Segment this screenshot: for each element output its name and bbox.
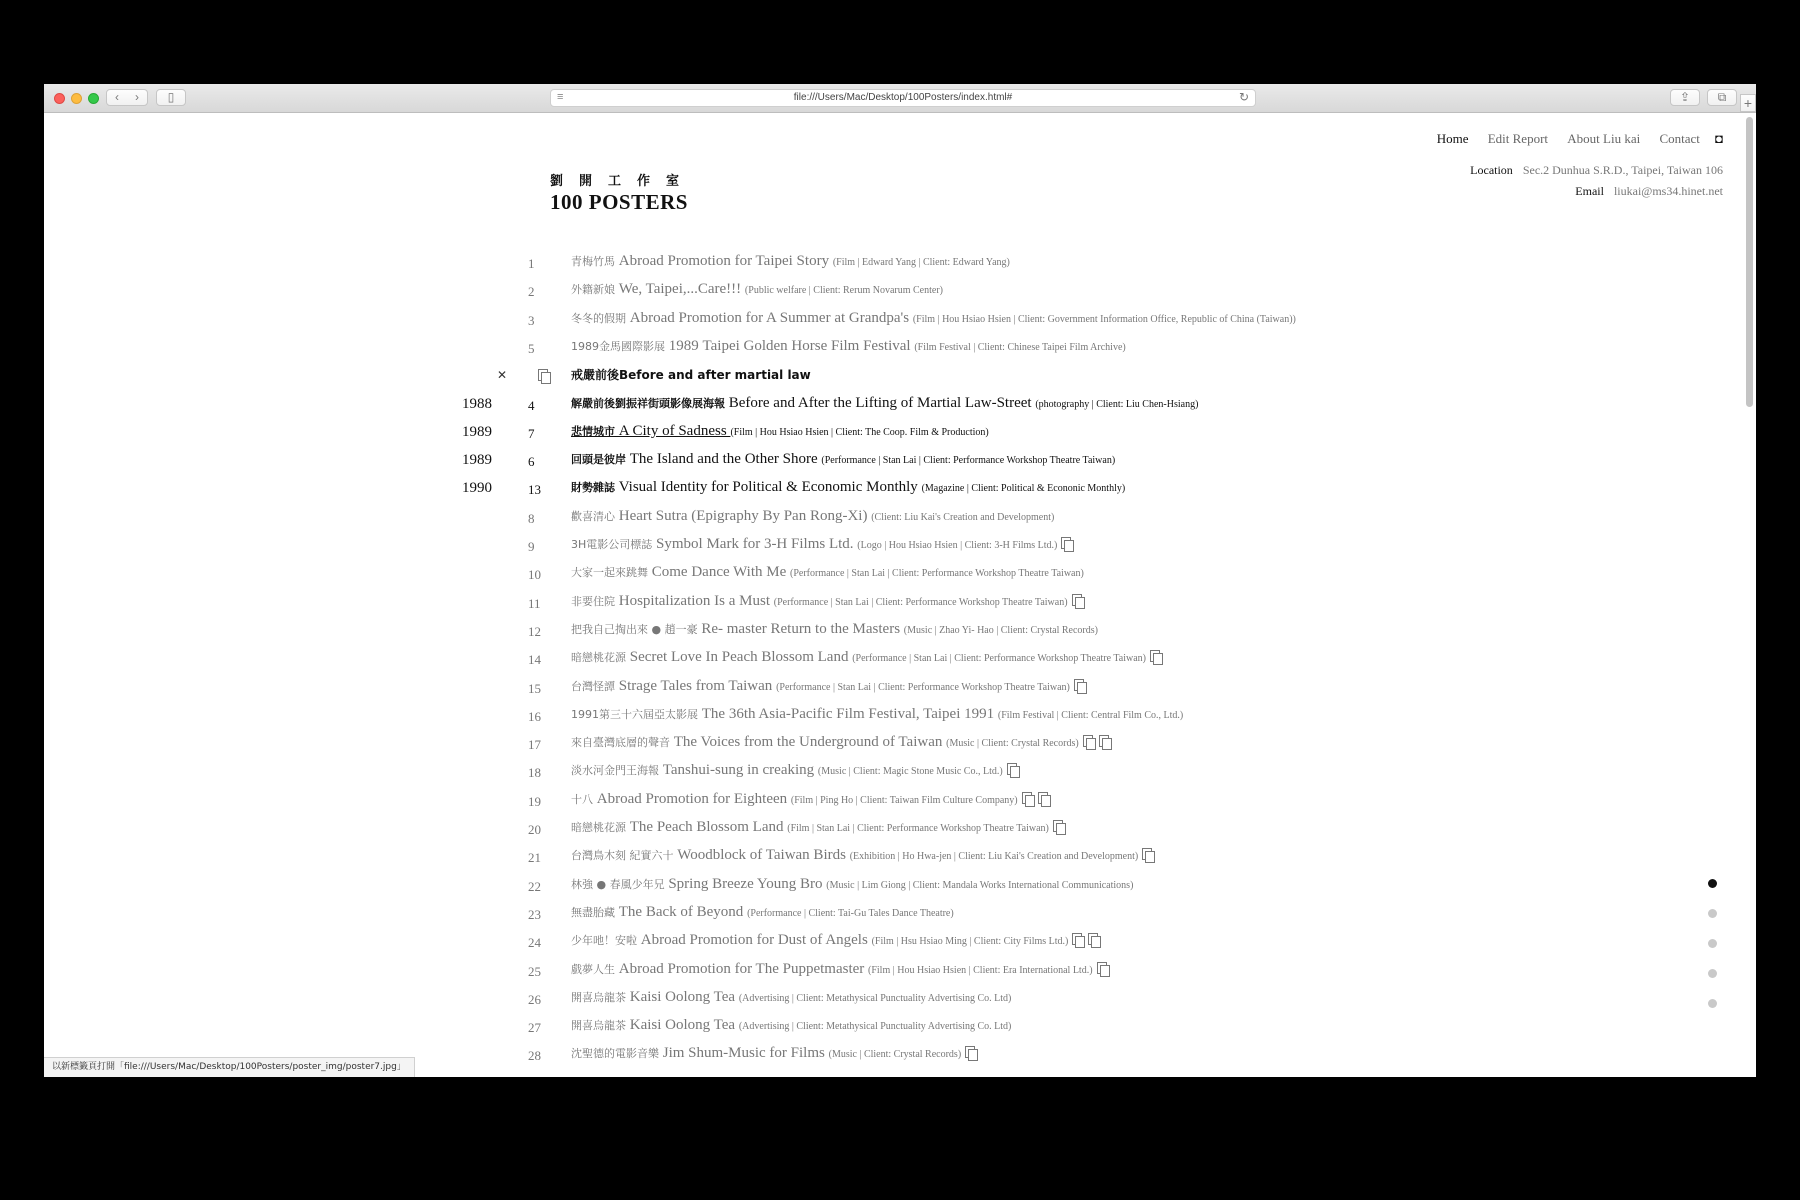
tabs-icon: ⧉: [1717, 90, 1727, 104]
nav-contact[interactable]: Contact: [1659, 131, 1700, 146]
poster-entry[interactable]: [571, 253, 1010, 270]
poster-title-english[interactable]: Strage Tales from Taiwan: [615, 677, 777, 694]
poster-number: 23: [528, 906, 541, 922]
poster-number: 19: [528, 793, 541, 809]
poster-number: 1: [528, 256, 535, 271]
poster-entry[interactable]: [571, 904, 954, 921]
poster-title-chinese[interactable]: 暗戀桃花源: [571, 821, 626, 834]
poster-entry[interactable]: [571, 1017, 1011, 1034]
poster-title-chinese[interactable]: 林強 ● 春風少年兄: [571, 877, 665, 891]
poster-title-chinese[interactable]: 開喜烏龍茶: [571, 990, 626, 1004]
close-icon[interactable]: ✕: [497, 368, 508, 383]
poster-title-english[interactable]: Hospitalization Is a Must: [615, 592, 774, 609]
poster-title-chinese[interactable]: 1989金馬國際影展: [571, 339, 665, 353]
poster-title-english[interactable]: A City of Sadness: [615, 422, 731, 439]
top-navigation: [1421, 131, 1723, 147]
poster-entry[interactable]: [571, 536, 1073, 553]
poster-title-english[interactable]: Abroad Promotion for A Summer at Grandpa's: [626, 309, 913, 326]
poster-year: 1990: [462, 480, 492, 497]
poster-title-chinese[interactable]: 大家一起來跳舞: [571, 566, 648, 580]
poster-meta: (Film | Hou Hsiao Hsien | Client: Era International Ltd.): [868, 964, 1093, 976]
poster-entry[interactable]: [571, 649, 1162, 666]
location-value: Sec.2 Dunhua S.R.D., Taipei, Taiwan 106: [1522, 163, 1723, 177]
poster-title-english[interactable]: Kaisi Oolong Tea: [626, 988, 739, 1005]
browser-toolbar: [44, 84, 1756, 113]
poster-meta: (photography | Client: Liu Chen-Hsiang): [1035, 398, 1199, 410]
poster-meta: (Public welfare | Client: Rerum Novarum Center): [744, 285, 943, 297]
poster-number: 11: [528, 595, 541, 611]
poster-title-english[interactable]: Kaisi Oolong Tea: [626, 1017, 739, 1034]
poster-title-english[interactable]: Woodblock of Taiwan Birds: [673, 847, 850, 864]
poster-entry[interactable]: [571, 678, 1086, 695]
poster-title-chinese[interactable]: 戲夢人生: [571, 962, 615, 976]
poster-title-chinese[interactable]: 3H電影公司標誌: [571, 538, 653, 551]
poster-title-chinese[interactable]: 財勢雜誌: [571, 481, 615, 495]
poster-meta: (Magazine | Client: Political & Econonic Monthly): [921, 483, 1126, 495]
copy-icon[interactable]: [1022, 792, 1034, 805]
poster-title-english[interactable]: Heart Sutra (Epigraphy By Pan Rong-Xi): [615, 507, 872, 524]
poster-title-english[interactable]: We, Taipei,...Care!!!: [615, 281, 745, 298]
back-forward-group: [106, 89, 148, 106]
status-bar: 以新標籤頁打開「file:///Users/Mac/Desktop/100Posters/poster_img/poster7.jpg」: [44, 1057, 415, 1077]
poster-meta: (Film | Hou Hsiao Hsien | Client: Government Information Office, Republic of China (Taiwan)): [912, 313, 1296, 325]
poster-entry[interactable]: [571, 564, 1084, 581]
poster-title-english[interactable]: Spring Breeze Young Bro: [664, 875, 827, 892]
reload-icon[interactable]: ↻: [1238, 90, 1249, 104]
poster-entry[interactable]: [571, 338, 1126, 355]
sidebar-icon: ▯: [167, 90, 175, 104]
show-tabs-button[interactable]: [1707, 89, 1737, 106]
poster-meta: (Music | Client: Magic Stone Music Co., Ltd.): [817, 766, 1003, 778]
poster-year: 1989: [462, 423, 492, 440]
poster-number: 27: [528, 1020, 541, 1036]
poster-meta: (Music | Lim Giong | Client: Mandala Works International Communications): [826, 879, 1134, 891]
share-button[interactable]: [1670, 89, 1700, 106]
poster-year: 1988: [462, 395, 492, 412]
copy-icon[interactable]: [1072, 933, 1084, 946]
poster-title-chinese[interactable]: 淡水河金門王海報: [571, 764, 659, 778]
poster-title-chinese[interactable]: 悲情城市: [571, 424, 615, 438]
poster-title-english[interactable]: Abroad Promotion for Dust of Angels: [637, 932, 872, 949]
poster-number: 16: [528, 708, 541, 724]
poster-meta: (Film | Hou Hsiao Hsien | Client: The Coop. Film & Production): [730, 426, 989, 438]
poster-meta: (Performance | Client: Tai-Gu Tales Dance Theatre): [747, 907, 954, 919]
copy-icon[interactable]: [538, 369, 550, 382]
poster-number: 4: [528, 397, 535, 413]
poster-number: 12: [528, 623, 541, 639]
poster-title-english[interactable]: The Back of Beyond: [615, 903, 748, 920]
poster-title-chinese[interactable]: 沈聖德的電影音樂: [571, 1047, 659, 1061]
location-label: Location: [1470, 163, 1513, 177]
poster-number: 26: [528, 991, 541, 1007]
nav-home[interactable]: Home: [1436, 131, 1469, 146]
sidebar-toggle-button[interactable]: [156, 89, 186, 106]
page-content: [44, 113, 1756, 1077]
poster-title-english[interactable]: The Voices from the Underground of Taiwan: [670, 734, 947, 751]
minimize-window-button[interactable]: [71, 93, 82, 104]
copy-icon[interactable]: [1150, 650, 1162, 663]
poster-title-english[interactable]: Abroad Promotion for The Puppetmaster: [615, 960, 869, 977]
share-icon: ⇪: [1679, 90, 1691, 104]
poster-entry[interactable]: [571, 593, 1084, 610]
logo-english: 100 POSTERS: [550, 190, 688, 214]
poster-entry[interactable]: [571, 819, 1065, 836]
poster-meta: (Exhibition | Ho Hwa-jen | Client: Liu Kai's Creation and Development): [849, 851, 1139, 863]
poster-meta: (Film | Edward Yang | Client: Edward Yang): [832, 257, 1010, 268]
poster-title-chinese[interactable]: 把我自己掏出來 ● 趙一豪: [571, 622, 698, 636]
pager-dot[interactable]: [1708, 999, 1717, 1008]
poster-entry[interactable]: [571, 876, 1133, 893]
pager-dot[interactable]: [1708, 879, 1717, 888]
poster-title-english[interactable]: Come Dance With Me: [648, 564, 791, 581]
browser-window: [44, 84, 1756, 1077]
new-tab-button[interactable]: [1740, 94, 1756, 112]
poster-entry[interactable]: [571, 762, 1019, 779]
poster-meta: (Film | Ping Ho | Client: Taiwan Film Culture Company): [790, 794, 1018, 806]
poster-title-chinese[interactable]: 回頭是彼岸: [571, 453, 626, 467]
email-value[interactable]: liukai@ms34.hinet.net: [1613, 184, 1723, 198]
poster-entry[interactable]: [571, 479, 1125, 496]
copy-icon[interactable]: [1061, 537, 1073, 550]
poster-title-english[interactable]: Symbol Mark for 3-H Films Ltd.: [652, 536, 858, 552]
poster-entry[interactable]: [571, 395, 1198, 412]
poster-title-chinese[interactable]: 少年吔！安啦: [571, 934, 637, 948]
poster-title-chinese[interactable]: 台灣怪譚: [571, 679, 615, 693]
poster-meta: (Advertising | Client: Metathysical Punctuality Advertising Co. Ltd): [738, 992, 1012, 1004]
copy-icon[interactable]: [1072, 594, 1084, 607]
pager-dot[interactable]: [1708, 969, 1717, 978]
poster-year: 1989: [462, 452, 492, 469]
poster-title-english[interactable]: Jim Shum-Music for Films: [659, 1045, 829, 1062]
copy-icon[interactable]: [1099, 735, 1111, 748]
poster-title-english[interactable]: Abroad Promotion for Eighteen: [593, 790, 791, 807]
poster-meta: (Music | Client: Crystal Records): [828, 1049, 962, 1061]
poster-title-chinese[interactable]: 開喜烏龍茶: [571, 1019, 626, 1033]
copy-icon[interactable]: [1038, 792, 1050, 805]
site-logo[interactable]: [550, 170, 695, 215]
poster-number: 9: [528, 539, 535, 554]
address-text: file:///Users/Mac/Desktop/100Posters/index.html#: [793, 92, 1013, 103]
poster-title-english[interactable]: Secret Love In Peach Blossom Land: [626, 649, 853, 666]
poster-entry[interactable]: [571, 734, 1111, 751]
poster-title-chinese[interactable]: 無盡胎藏: [571, 905, 615, 919]
poster-title-chinese[interactable]: 十八: [571, 792, 593, 806]
poster-title-english[interactable]: The Peach Blossom Land: [626, 819, 788, 835]
poster-number: 5: [528, 340, 535, 356]
nav-edit-report[interactable]: Edit Report: [1487, 131, 1549, 146]
copy-icon[interactable]: [1088, 933, 1100, 946]
poster-number: 20: [528, 822, 541, 837]
poster-title-chinese[interactable]: 冬冬的假期: [571, 311, 626, 325]
poster-number: 10: [528, 567, 541, 583]
poster-title-english[interactable]: The Island and the Other Shore: [626, 451, 822, 468]
poster-meta: (Advertising | Client: Metathysical Punctuality Advertising Co. Ltd): [738, 1021, 1012, 1033]
poster-title-english[interactable]: Before and After the Lifting of Martial Law-Street: [725, 394, 1036, 411]
poster-entry[interactable]: [571, 423, 989, 440]
copy-icon[interactable]: [1083, 735, 1095, 748]
settings-icon[interactable]: ◘: [1715, 131, 1723, 146]
poster-entry[interactable]: [571, 791, 1050, 808]
poster-entry[interactable]: [571, 961, 1109, 978]
poster-number: 2: [528, 284, 535, 300]
poster-entry[interactable]: [571, 989, 1011, 1006]
poster-meta: (Music | Zhao Yi- Hao | Client: Crystal Records): [903, 624, 1098, 636]
poster-entry[interactable]: [571, 451, 1115, 468]
poster-title-chinese[interactable]: 1991第三十六屆亞太影展: [571, 707, 698, 721]
zoom-window-button[interactable]: [88, 93, 99, 104]
poster-number: 13: [528, 482, 541, 498]
poster-title-english[interactable]: Tanshui-sung in creaking: [659, 762, 818, 779]
poster-meta: (Client: Liu Kai's Creation and Development): [871, 511, 1055, 523]
poster-meta: (Film | Hsu Hsiao Ming | Client: City Films Ltd.): [871, 936, 1069, 948]
poster-meta: (Performance | Stan Lai | Client: Performance Workshop Theatre Taiwan): [776, 681, 1070, 693]
poster-number: 8: [528, 510, 535, 526]
poster-title-english[interactable]: The 36th Asia-Pacific Film Festival, Taipei 1991: [698, 705, 998, 722]
copy-icon[interactable]: [1142, 848, 1154, 861]
poster-title-chinese[interactable]: 外籍新娘: [571, 283, 615, 297]
poster-title-chinese[interactable]: 非要住院: [571, 594, 615, 608]
poster-entry[interactable]: [571, 932, 1100, 949]
poster-title-chinese[interactable]: 台灣鳥木刻 紀實六十: [571, 849, 674, 863]
poster-number: 3: [528, 312, 535, 328]
poster-entry[interactable]: [571, 621, 1098, 638]
back-icon[interactable]: ‹: [115, 90, 119, 104]
poster-entry[interactable]: [571, 706, 1183, 723]
poster-meta: (Film Festival | Client: Central Film Co., Ltd.): [997, 709, 1184, 721]
poster-entry[interactable]: [571, 310, 1296, 327]
pager-dot[interactable]: [1708, 909, 1717, 918]
poster-title-chinese[interactable]: 暗戀桃花源: [571, 651, 626, 665]
featured-title: 戒嚴前後Before and after martial law: [571, 368, 811, 383]
pager-dot[interactable]: [1708, 939, 1717, 948]
poster-number: 21: [528, 850, 541, 866]
scrollbar[interactable]: [1746, 117, 1753, 407]
poster-title-english[interactable]: 1989 Taipei Golden Horse Film Festival: [665, 337, 915, 354]
email-label: Email: [1575, 184, 1604, 198]
plus-icon: +: [1743, 95, 1753, 111]
address-bar[interactable]: [550, 89, 1256, 107]
copy-icon[interactable]: [965, 1046, 977, 1059]
poster-title-english[interactable]: Abroad Promotion for Taipei Story: [615, 253, 833, 269]
poster-entry[interactable]: [571, 508, 1054, 525]
poster-number: 14: [528, 652, 541, 668]
poster-title-chinese[interactable]: 解嚴前後劉振祥街頭影像展海報: [571, 396, 725, 410]
poster-number: 22: [528, 878, 541, 894]
poster-number: 15: [528, 680, 541, 696]
copy-icon[interactable]: [1097, 962, 1109, 975]
poster-number: 28: [528, 1048, 541, 1064]
featured-row: [44, 364, 811, 388]
copy-icon[interactable]: [1007, 763, 1019, 776]
poster-meta: (Music | Client: Crystal Records): [946, 738, 1079, 750]
poster-number: 24: [528, 935, 541, 951]
poster-meta: (Performance | Stan Lai | Client: Performance Workshop Theatre Taiwan): [773, 596, 1068, 608]
poster-number: 6: [528, 454, 535, 470]
poster-title-chinese[interactable]: 青梅竹馬: [571, 255, 615, 268]
poster-title-chinese[interactable]: 來自臺灣底層的聲音: [571, 736, 670, 750]
reader-icon[interactable]: ≡: [557, 91, 564, 103]
poster-entry[interactable]: [571, 281, 943, 298]
nav-about[interactable]: About Liu kai: [1567, 131, 1641, 146]
poster-entry[interactable]: [571, 847, 1154, 864]
poster-meta: (Film | Stan Lai | Client: Performance Workshop Theatre Taiwan): [787, 823, 1049, 834]
poster-meta: (Film Festival | Client: Chinese Taipei Film Archive): [914, 341, 1126, 353]
poster-number: 17: [528, 737, 541, 753]
poster-meta: (Performance | Stan Lai | Client: Performance Workshop Theatre Taiwan): [821, 455, 1116, 467]
poster-number: 7: [528, 425, 535, 441]
copy-icon[interactable]: [1053, 820, 1065, 833]
poster-meta: (Performance | Stan Lai | Client: Performance Workshop Theatre Taiwan): [790, 568, 1084, 580]
poster-meta: (Logo | Hou Hsiao Hsien | Client: 3-H Films Ltd.): [857, 540, 1058, 551]
poster-title-chinese[interactable]: 歡喜清心: [571, 509, 615, 523]
logo-chinese: 劉開工作室: [550, 174, 696, 189]
forward-icon[interactable]: ›: [135, 90, 139, 104]
poster-entry[interactable]: [571, 1045, 977, 1062]
poster-meta: (Performance | Stan Lai | Client: Performance Workshop Theatre Taiwan): [852, 653, 1146, 665]
poster-title-english[interactable]: Re- master Return to the Masters: [697, 620, 904, 637]
poster-number: 25: [528, 963, 541, 979]
poster-number: 18: [528, 765, 541, 781]
contact-info: [1470, 160, 1723, 202]
copy-icon[interactable]: [1074, 679, 1086, 692]
poster-title-english[interactable]: Visual Identity for Political & Economic Monthly: [615, 479, 922, 496]
close-window-button[interactable]: [54, 93, 65, 104]
